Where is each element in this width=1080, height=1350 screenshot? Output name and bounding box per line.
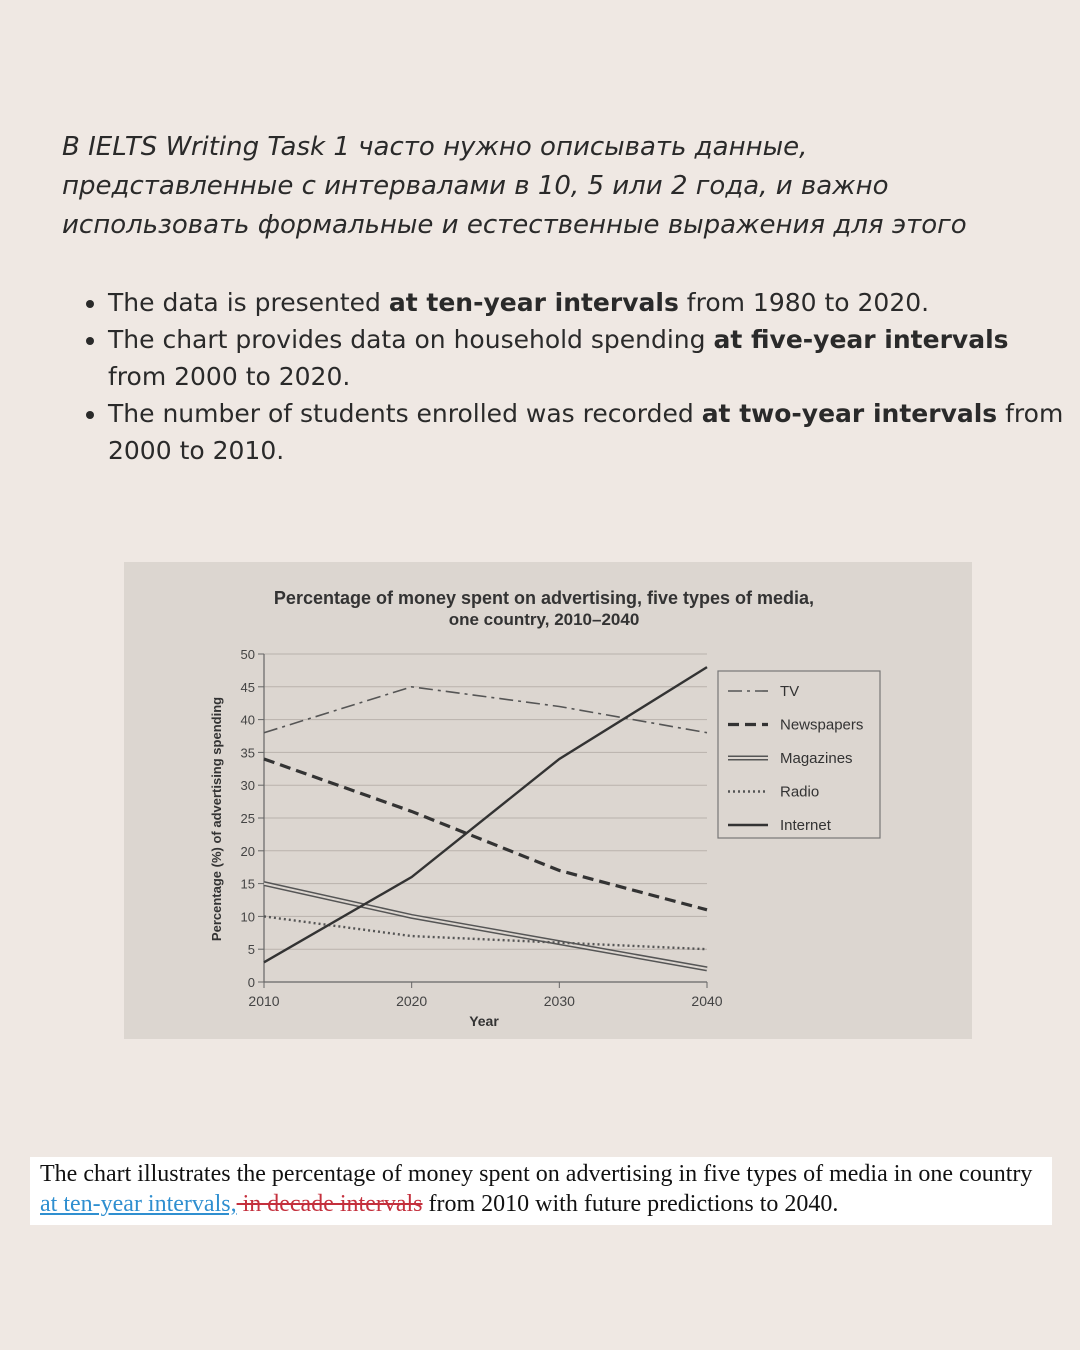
y-axis-label: Percentage (%) of advertising spending [209,696,224,942]
y-tick-label: 40 [240,712,255,728]
bullet-item [108,395,1068,469]
y-tick-label: 50 [240,647,255,662]
caption-deleted-text: in decade intervals [236,1191,423,1217]
chart-subtitle: one country, 2010–2040 [448,610,640,629]
caption-box [30,1157,1052,1225]
y-tick-label: 30 [240,778,255,794]
y-tick-label: 0 [247,975,255,990]
caption-text: from 2010 with future predictions to 2040. [422,1191,839,1217]
line-chart [124,562,972,1039]
y-tick-label: 45 [240,679,255,695]
caption-text: The chart illustrates the percentage of money spent on advertising in five types of media in one country [40,1161,1033,1187]
x-tick-label: 2040 [691,993,723,1009]
series-internet [264,667,707,962]
chart-title: Percentage of money spent on advertising, five types of media, [273,588,815,608]
y-tick-label: 15 [240,876,255,892]
caption-inserted-text: at ten-year intervals, [40,1191,237,1217]
legend-label: Magazines [780,750,853,767]
bullet-bold-phrase: at two-year intervals [701,399,998,428]
legend-label: Newspapers [780,716,864,734]
x-tick-label: 2030 [543,993,575,1009]
series-magazines [264,884,707,969]
series-newspapers [264,759,707,910]
y-tick-label: 10 [240,909,255,925]
legend-item [728,750,853,767]
x-tick-label: 2020 [396,993,428,1009]
chart-photo [124,562,972,1039]
legend-label: TV [780,683,800,700]
legend-item [728,683,799,700]
bullet-text: The data is presented [108,288,389,317]
legend-item [728,784,819,801]
bullet-text: The chart provides data on household spending [108,325,714,354]
bullet-bold-phrase: at five-year intervals [713,325,1009,354]
series-line [264,916,707,949]
bullet-text: The number of students enrolled was recorded [108,399,702,428]
series-line [264,759,707,910]
legend-item [728,717,863,734]
x-axis-label: Year [469,1013,499,1029]
bullet-item [108,321,1068,395]
intro-text: В IELTS Writing Task 1 часто нужно описывать данные, представленные с интервалами в 10, 5 или 2 года, и важно использовать формальные и естественные выражения для этого [62,132,967,240]
y-tick-label: 25 [240,811,255,826]
bullet-text: from 2000 to 2020. [108,362,351,391]
x-tick-label: 2010 [248,993,280,1009]
y-tick-label: 35 [240,745,255,761]
series-line [264,667,707,962]
series-radio [264,916,707,949]
y-tick-label: 20 [240,843,255,859]
legend-item [728,817,832,834]
bullet-bold-phrase: at ten-year intervals [388,288,679,317]
bullet-text: from 2000 to 2010. [108,399,1064,465]
y-tick-label: 5 [247,942,255,958]
legend-label: Radio [780,783,820,801]
legend-label: Internet [780,817,831,834]
bullet-text: from 1980 to 2020. [678,288,930,317]
bullet-list [62,284,1068,469]
bullet-item [108,284,1068,321]
